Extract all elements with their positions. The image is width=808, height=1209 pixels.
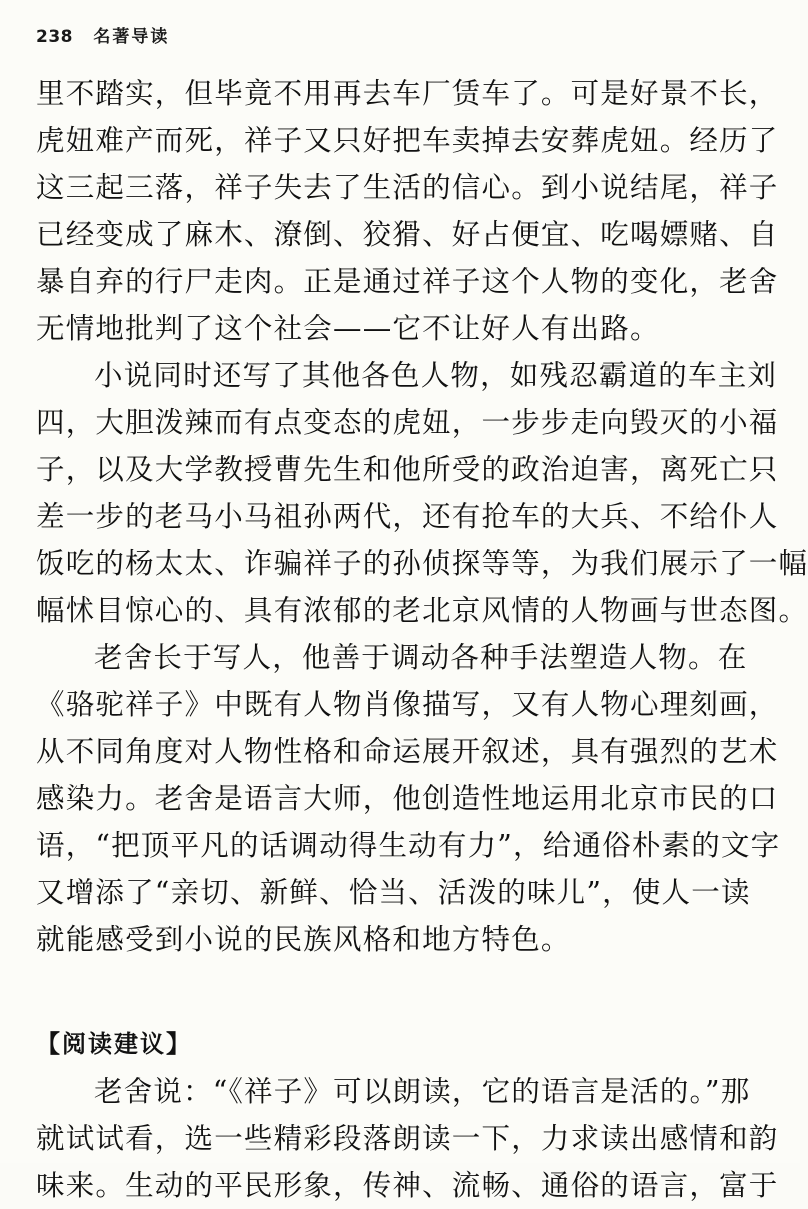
text-line: 虎妞难产而死，祥子又只好把车卖掉去安葬虎妞。经历了 (36, 124, 779, 157)
text-line: 《骆驼祥子》中既有人物肖像描写，又有人物心理刻画， (36, 688, 779, 721)
page-number: 238 (36, 27, 73, 47)
text-line: 语，“把顶平凡的话调动得生动有力”，给通俗朴素的文字 (36, 829, 781, 862)
text-line: 差一步的老马小马祖孙两代，还有抢车的大兵、不给仆人 (36, 500, 779, 533)
body-text (36, 70, 808, 1209)
text-line: 老舍说：“《祥子》可以朗读，它的语言是活的。”那 (94, 1075, 751, 1108)
text-line: 老舍长于写人，他善于调动各种手法塑造人物。在 (94, 641, 748, 674)
section-heading: 【阅读建议】 (36, 1030, 192, 1058)
text-line: 这三起三落，祥子失去了生活的信心。到小说结尾，祥子 (36, 171, 779, 204)
text-line: 四，大胆泼辣而有点变态的虎妞，一步步走向毁灭的小福 (36, 406, 779, 439)
text-line: 无情地批判了这个社会——它不让好人有出路。 (36, 312, 660, 345)
text-line: 就试试看，选一些精彩段落朗读一下，力求读出感情和韵 (36, 1122, 779, 1155)
text-line: 味来。生动的平民形象，传神、流畅、通俗的语言，富于 (36, 1169, 779, 1202)
reading-advice-section (36, 1021, 779, 1209)
text-line: 子，以及大学教授曹先生和他所受的政治迫害，离死亡只 (36, 453, 779, 486)
book-title: 名著导读 (93, 27, 170, 47)
paragraph-3 (36, 634, 781, 963)
text-line: 已经变成了麻木、潦倒、狡猾、好占便宜、吃喝嫖赌、自 (36, 218, 779, 251)
text-line: 饭吃的杨太太、诈骗祥子的孙侦探等等，为我们展示了一幅 (36, 547, 808, 580)
paragraph-2 (36, 352, 808, 634)
text-line: 里不踏实，但毕竟不用再去车厂赁车了。可是好景不长， (36, 77, 779, 110)
section-spacer (36, 963, 768, 1021)
text-line: 小说同时还写了其他各色人物，如残忍霸道的车主刘 (94, 359, 778, 392)
text-line: 感染力。老舍是语言大师，他创造性地运用北京市民的口 (36, 782, 779, 815)
text-line: 就能感受到小说的民族风格和地方特色。 (36, 923, 571, 956)
text-line: 暴自弃的行尸走肉。正是通过祥子这个人物的变化，老舍 (36, 265, 779, 298)
paragraph-1-continued (36, 70, 779, 352)
text-line: 幅怵目惊心的、具有浓郁的老北京风情的人物画与世态图。 (36, 594, 808, 627)
text-line: 从不同角度对人物性格和命运展开叙述，具有强烈的艺术 (36, 735, 779, 768)
text-line: 又增添了“亲切、新鲜、恰当、活泼的味儿”，使人一读 (36, 876, 751, 909)
running-head (36, 22, 169, 47)
